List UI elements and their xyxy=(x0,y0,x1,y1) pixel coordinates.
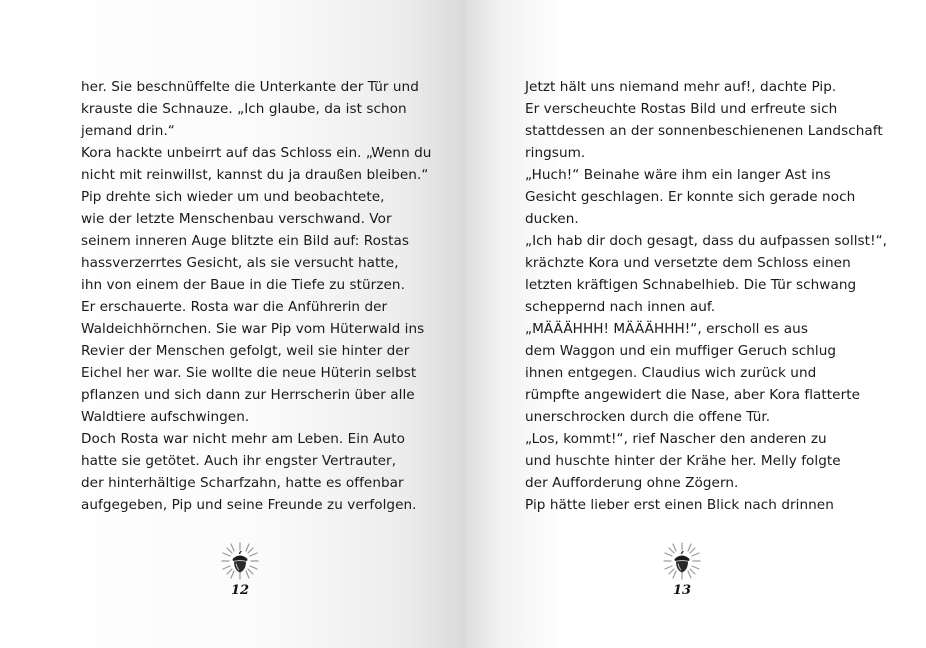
text-line: nicht mit reinwillst, kannst du ja draußen bleiben.“ xyxy=(81,167,429,183)
acorn-icon xyxy=(662,541,702,581)
text-line: der Aufforderung ohne Zögern. xyxy=(525,475,739,491)
text-line: hatte sie getötet. Auch ihr engster Vertrauter, xyxy=(81,453,397,469)
text-line: rümpfte angewidert die Nase, aber Kora flatterte xyxy=(525,387,861,403)
text-line: hassverzerrtes Gesicht, als sie versucht hatte, xyxy=(81,255,399,271)
text-line: Eichel her war. Sie wollte die neue Hüterin selbst xyxy=(81,365,417,381)
text-line: „MÄÄÄHHH! MÄÄÄHHH!“, erscholl es aus xyxy=(525,321,808,337)
text-line: krächzte Kora und versetzte dem Schloss einen xyxy=(525,255,851,271)
text-line: Er verscheuchte Rostas Bild und erfreute sich xyxy=(525,101,838,117)
text-line: jemand drin.“ xyxy=(81,123,175,139)
text-line: letzten kräftigen Schnabelhieb. Die Tür schwang xyxy=(525,277,857,293)
text-line: Doch Rosta war nicht mehr am Leben. Ein Auto xyxy=(81,431,405,447)
text-line: wie der letzte Menschenbau verschwand. Vor xyxy=(81,211,392,227)
text-line: und huschte hinter der Krähe her. Melly folgte xyxy=(525,453,841,469)
page-footer xyxy=(220,541,260,598)
text-line: „Ich hab dir doch gesagt, dass du aufpassen sollst!“, xyxy=(525,233,888,249)
text-line: aufgegeben, Pip und seine Freunde zu verfolgen. xyxy=(81,497,417,513)
text-line: „Los, kommt!“, rief Nascher den anderen zu xyxy=(525,431,827,447)
text-line: der hinterhältige Scharfzahn, hatte es offenbar xyxy=(81,475,404,491)
text-line: krauste die Schnauze. „Ich glaube, da ist schon xyxy=(81,101,407,117)
right-page xyxy=(466,0,926,648)
page-footer xyxy=(662,541,702,598)
text-line: Kora hackte unbeirrt auf das Schloss ein. „Wenn du xyxy=(81,145,432,161)
text-line: scheppernd nach innen auf. xyxy=(525,299,716,315)
text-line: Pip hätte lieber erst einen Blick nach drinnen xyxy=(525,497,834,513)
text-line: stattdessen an der sonnenbeschienenen Landschaft xyxy=(525,123,883,139)
text-line: Revier der Menschen gefolgt, weil sie hinter der xyxy=(81,343,410,359)
text-line: Pip drehte sich wieder um und beobachtete, xyxy=(81,189,385,205)
text-line: Waldtiere aufschwingen. xyxy=(81,409,250,425)
text-line: pflanzen und sich dann zur Herrscherin über alle xyxy=(81,387,415,403)
text-line: „Huch!“ Beinahe wäre ihm ein langer Ast ins xyxy=(525,167,831,183)
text-line: ducken. xyxy=(525,211,579,227)
text-line: seinem inneren Auge blitzte ein Bild auf: Rostas xyxy=(81,233,410,249)
acorn-icon xyxy=(220,541,260,581)
right-page-text xyxy=(525,76,888,516)
left-page-text xyxy=(81,76,432,516)
text-line: Er erschauerte. Rosta war die Anführerin der xyxy=(81,299,388,315)
text-line: unerschrocken durch die offene Tür. xyxy=(525,409,771,425)
text-line: ihn von einem der Baue in die Tiefe zu stürzen. xyxy=(81,277,405,293)
text-line: Waldeichhörnchen. Sie war Pip vom Hüterwald ins xyxy=(81,321,425,337)
text-line: her. Sie beschnüffelte die Unterkante der Tür und xyxy=(81,79,419,95)
text-line: Jetzt hält uns niemand mehr auf!, dachte Pip. xyxy=(525,79,837,95)
text-line: Gesicht geschlagen. Er konnte sich gerade noch xyxy=(525,189,856,205)
text-line: ihnen entgegen. Claudius wich zurück und xyxy=(525,365,817,381)
text-line: ringsum. xyxy=(525,145,586,161)
page-number: 13 xyxy=(672,583,692,598)
text-line: dem Waggon und ein muffiger Geruch schlug xyxy=(525,343,837,359)
page-number: 12 xyxy=(230,583,250,598)
